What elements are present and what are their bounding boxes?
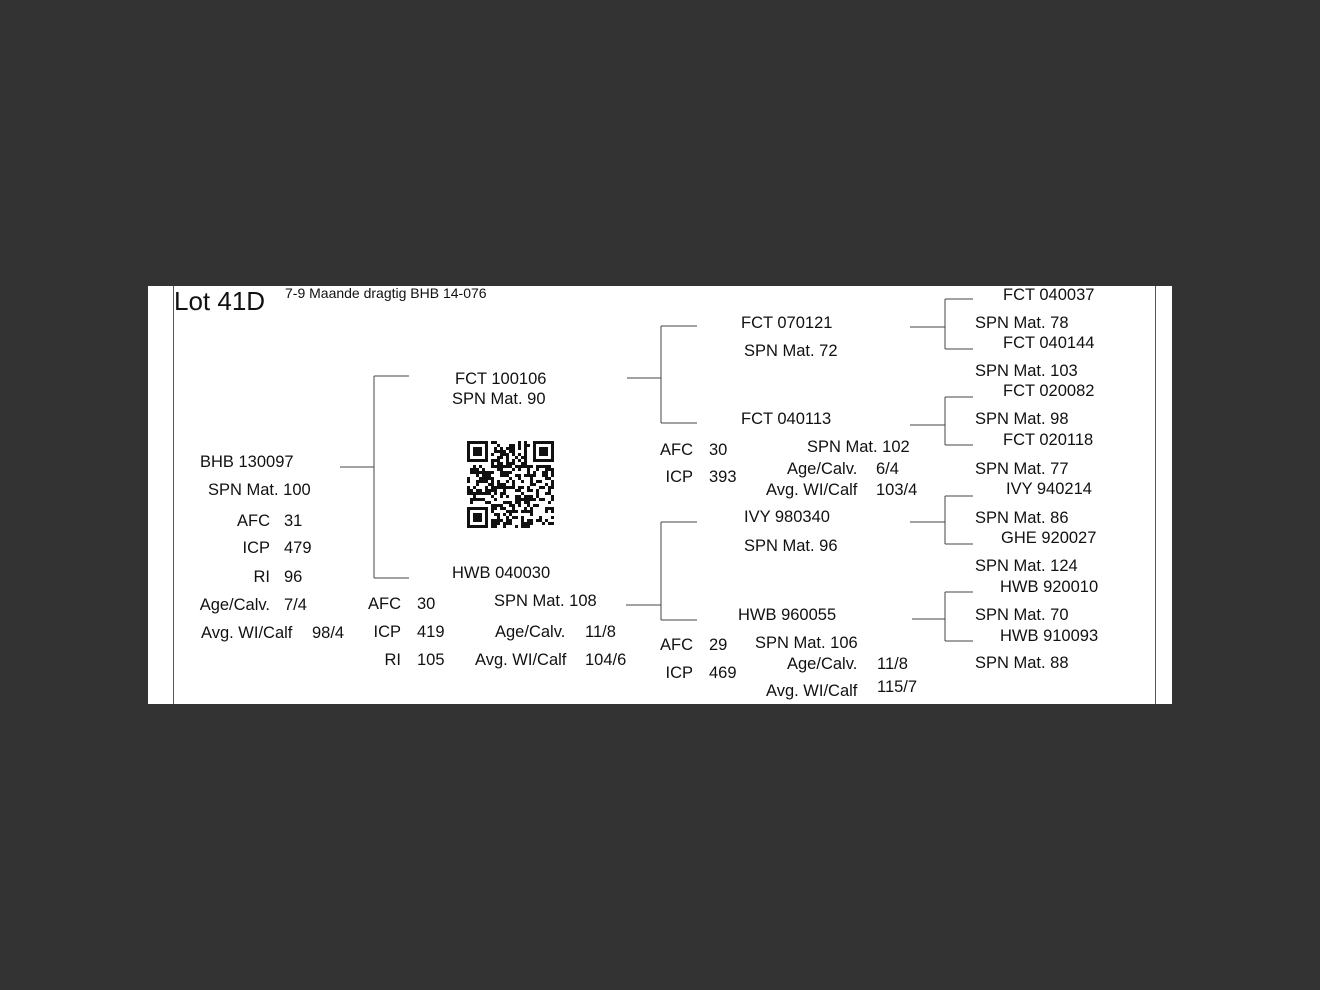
ggp-3-spn: SPN Mat. 98 (975, 410, 1069, 428)
dam-dam-spn: SPN Mat. 106 (755, 634, 858, 652)
dam-wi-value: 104/6 (585, 651, 627, 669)
ggp-8-id: HWB 910093 (1000, 627, 1099, 645)
sire-dam-afc-label: AFC (660, 441, 693, 459)
animal-wi-value: 98/4 (312, 624, 345, 642)
ggp-6-id: GHE 920027 (1001, 529, 1097, 547)
ggp-3-id: FCT 020082 (1003, 382, 1095, 400)
sire-dam-id: FCT 040113 (741, 410, 832, 428)
ggp-7-spn: SPN Mat. 70 (975, 606, 1069, 624)
sire-dam-wi-label: Avg. WI/Calf (766, 481, 858, 499)
animal-wi-label: Avg. WI/Calf (201, 624, 293, 642)
animal-afc-label: AFC (237, 512, 270, 530)
sire-spn: SPN Mat. 90 (452, 390, 546, 408)
dam-spn: SPN Mat. 108 (494, 592, 597, 610)
qr-code (466, 440, 554, 528)
ggp-4-spn: SPN Mat. 77 (975, 460, 1069, 478)
ggp-4-id: FCT 020118 (1003, 431, 1094, 449)
animal-ri-label: RI (253, 568, 270, 586)
dam-dam-wi-label: Avg. WI/Calf (766, 682, 858, 700)
dam-ri-label: RI (384, 651, 401, 669)
ggp-1-spn: SPN Mat. 78 (975, 314, 1069, 332)
dam-sire-spn: SPN Mat. 96 (744, 537, 838, 555)
ggp-2-id: FCT 040144 (1003, 334, 1095, 352)
animal-id: BHB 130097 (200, 453, 294, 471)
sire-dam-icp-value: 393 (709, 468, 737, 486)
dam-ri-value: 105 (417, 651, 445, 669)
dam-wi-label: Avg. WI/Calf (475, 651, 567, 669)
lot-title: Lot 41D (174, 286, 266, 316)
ggp-7-id: HWB 920010 (1000, 578, 1099, 596)
ggp-1-id: FCT 040037 (1003, 286, 1095, 304)
sire-dam-wi-value: 103/4 (876, 481, 918, 499)
animal-ri-value: 96 (284, 568, 303, 586)
sire-dam-icp-label: ICP (665, 468, 693, 486)
sire-dam-afc-value: 30 (709, 441, 728, 459)
animal-icp-label: ICP (242, 539, 270, 557)
dam-age-value: 11/8 (585, 623, 616, 641)
ggp-2-spn: SPN Mat. 103 (975, 362, 1078, 380)
sire-dam-spn: SPN Mat. 102 (807, 438, 910, 456)
dam-icp-label: ICP (373, 623, 401, 641)
dam-dam-age-value: 11/8 (877, 655, 908, 673)
sire-sire-id: FCT 070121 (741, 314, 833, 332)
dam-dam-age-label: Age/Calv. (787, 655, 858, 673)
dam-dam-icp-label: ICP (665, 664, 693, 682)
animal-age-label: Age/Calv. (199, 596, 270, 614)
dam-afc-label: AFC (368, 595, 401, 613)
animal-afc-value: 31 (284, 512, 303, 530)
ggp-6-spn: SPN Mat. 124 (975, 557, 1078, 575)
sire-id: FCT 100106 (455, 370, 547, 388)
animal-icp-value: 479 (284, 539, 312, 557)
pedigree-sheet (148, 286, 1172, 704)
dam-dam-icp-value: 469 (709, 664, 737, 682)
ggp-5-id: IVY 940214 (1006, 480, 1092, 498)
lot-subtitle: 7-9 Maande dragtig BHB 14-076 (285, 286, 487, 301)
sire-dam-age-value: 6/4 (876, 460, 899, 478)
ggp-5-spn: SPN Mat. 86 (975, 509, 1069, 527)
sire-sire-spn: SPN Mat. 72 (744, 342, 838, 360)
ggp-8-spn: SPN Mat. 88 (975, 654, 1069, 672)
sire-dam-age-label: Age/Calv. (787, 460, 858, 478)
dam-icp-value: 419 (417, 623, 445, 641)
dam-dam-afc-label: AFC (660, 636, 693, 654)
dam-dam-afc-value: 29 (709, 636, 728, 654)
animal-spn: SPN Mat. 100 (208, 481, 311, 499)
animal-age-value: 7/4 (284, 596, 307, 614)
dam-age-label: Age/Calv. (495, 623, 566, 641)
dam-dam-wi-value: 115/7 (877, 678, 918, 696)
dam-sire-id: IVY 980340 (744, 508, 830, 526)
dam-id: HWB 040030 (452, 564, 551, 582)
dam-dam-id: HWB 960055 (738, 606, 837, 624)
dam-afc-value: 30 (417, 595, 436, 613)
